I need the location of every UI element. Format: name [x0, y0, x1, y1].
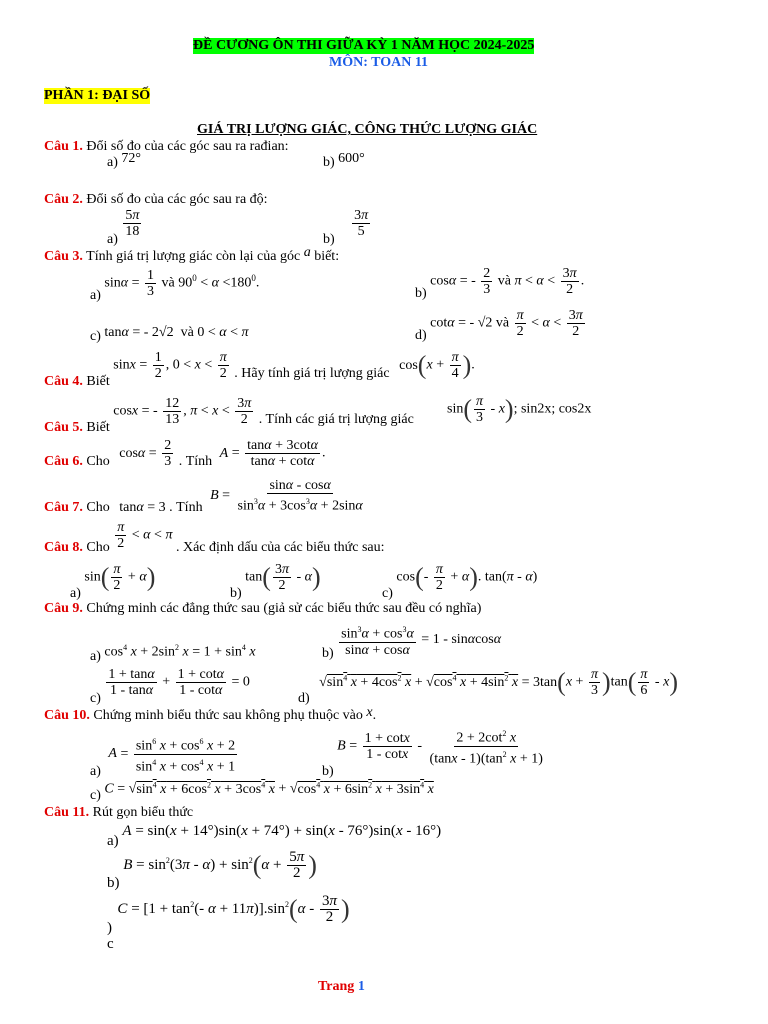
q8-option-a: a) sin( $\frac{\pi}{2}$ + α): [70, 562, 156, 601]
section-title: GIÁ TRỊ LƯỢNG GIÁC, CÔNG THỨC LƯỢNG GIÁC: [197, 122, 538, 137]
q10-option-a: a) A = $\frac{\sin^6 x + \cos^6 x + 2}{\sin^4 x + \cos^4 x + 1}$: [90, 734, 239, 774]
page-number: 1: [357, 979, 365, 994]
question-text: Tính giá trị lượng giác còn lại của góc: [86, 249, 301, 264]
q11-option-c: ) c $C = [1 + \tan^2(-$ $\alpha + 11\pi)].\sin^2(\alpha$ - $\frac{3\pi}{2}$ ): [107, 893, 350, 952]
option-label: b): [322, 764, 334, 780]
question-label: Câu 4.: [44, 373, 83, 389]
q5-targets: sin( $\frac{\pi}{3}$ - x); sin2x; cos2x: [447, 394, 592, 425]
fraction: $\frac{5\pi}{18}$: [125, 208, 140, 239]
question-text: . Hãy tính giá trị lượng giác: [234, 365, 390, 381]
question-label: Câu 7.: [44, 500, 83, 516]
q8-option-b: b) tan( $\frac{3\pi}{2}$ - α): [230, 562, 321, 601]
option-label: b): [323, 155, 335, 170]
q10-option-c: c) $C = √\sin^4$ $x + 6\cos^2$ $x + 3\cos^4$ $x + √\cos^4$ $x + 6\sin^2$ $x + 3\sin^4$ x: [90, 780, 434, 803]
and-word: và: [180, 325, 194, 340]
angle-value: 600°: [338, 151, 365, 166]
question-text: Biết: [86, 419, 110, 435]
option-label: ): [107, 920, 112, 936]
question-7: Câu 7. Cho tanα = 3 . Tính B = $\frac{\sin\alpha - \cos\alpha}{\sin^3\alpha + 3\cos^3\alpha + 2\sin\alpha}$: [44, 478, 363, 516]
option-label: b): [415, 285, 427, 301]
option-label: a): [90, 764, 101, 780]
question-text: biết:: [314, 249, 340, 264]
option-label: a): [107, 833, 119, 849]
question-text: Đổi số đo của các góc sau ra rađian:: [86, 139, 289, 154]
fraction: $\frac{3\pi}{5}$: [354, 208, 369, 239]
option-label: c): [90, 329, 101, 344]
question-text: Đổi số đo của các góc sau ra độ:: [86, 192, 268, 207]
question-label: Câu 11.: [44, 805, 90, 820]
question-text: . Tính: [178, 453, 213, 469]
option-label: d): [298, 690, 310, 706]
question-5: Câu 5. Biết cosx = - $\frac{12}{13}$ , π < x < $\frac{3\pi}{2}$ . Tính các giá trị lượng giác: [44, 396, 414, 435]
question-label: Câu 8.: [44, 539, 83, 555]
q3-option-b: b) cosα = - $\frac{2}{3}$ và π < α < $\frac{3\pi}{2}$ .: [415, 266, 585, 301]
question-text: Cho: [86, 500, 110, 516]
option-label: a): [107, 231, 118, 247]
option-label: a): [107, 155, 118, 170]
option-label: c: [107, 936, 114, 952]
page-footer: [318, 979, 365, 995]
question-label: Câu 6.: [44, 453, 83, 469]
q9-option-d: d) $√\sin^4$ $x + 4\cos^2$ $x + √\cos^4$ $x + 4\sin^2$ x = 3tan(x + $\frac{\pi}{3}$ )tan( $\frac{\pi}{6}$ - x): [298, 667, 678, 706]
question-label: Câu 10.: [44, 708, 90, 723]
question-1: [44, 139, 289, 155]
angle-value: 72°: [121, 151, 141, 166]
question-text: . Tính các giá trị lượng giác: [258, 411, 414, 427]
question-label: Câu 3.: [44, 249, 83, 264]
document-title: ĐỀ CƯƠNG ÔN THI GIỮA KỲ 1 NĂM HỌC 2024-2025: [193, 38, 535, 53]
q2-option-a: [107, 208, 143, 247]
question-9: [44, 601, 481, 617]
option-label: d): [415, 327, 427, 343]
question-text: ; sin2x; cos2x: [513, 401, 592, 417]
question-label: Câu 5.: [44, 419, 83, 435]
option-label: c): [90, 787, 101, 803]
and-word: và: [495, 315, 510, 331]
q1-option-b: [323, 151, 365, 171]
question-10: Câu 10. Chứng minh biểu thức sau không phụ thuộc vào x.: [44, 705, 377, 723]
and-word: và: [161, 275, 175, 291]
option-label: c): [382, 585, 393, 601]
option-label: b): [322, 646, 334, 662]
variable-x: x: [366, 705, 373, 720]
question-text: Chứng minh biểu thức sau không phụ thuộc vào: [93, 708, 363, 723]
question-text: . Tính: [169, 500, 203, 516]
q3-option-c: c) tanα = - 2√2 và 0 < α < π: [90, 325, 249, 344]
q9-option-a: a) $\cos^4 x + 2\sin^2$ $x = 1 + \sin^4 x$: [90, 643, 256, 664]
question-label: Câu 2.: [44, 192, 83, 207]
q9-option-b: b) $\frac{\sin^3\alpha + \cos^3\alpha}{\sin\alpha + \cos\alpha}$ = 1 - sinαcosα: [322, 622, 501, 658]
question-text: Rút gọn biểu thức: [92, 805, 194, 820]
and-word: và: [497, 273, 511, 289]
question-3: [44, 245, 340, 265]
q11-option-a: a) A = sin(x + 14°)sin(x + 74°) + sin(x - 76°)sin(x - 16°): [107, 823, 442, 849]
question-text: Chứng minh các đẳng thức sau (giả sử các biểu thức sau đều có nghĩa): [86, 601, 482, 616]
question-label: Câu 1.: [44, 139, 83, 154]
q8-option-c: c) cos(- $\frac{\pi}{2}$ + α). tan(π - α): [382, 562, 538, 601]
question-text: Cho: [86, 453, 110, 469]
option-label: c): [90, 690, 101, 706]
question-4: Câu 4. Biết sinx = $\frac{1}{2}$ , 0 < x < $\frac{\pi}{2}$ . Hãy tính giá trị lượng giác cos(x + $\frac{\pi}{4}$ ).: [44, 350, 475, 389]
q10-option-b: b) B = $\frac{1 + \cot x}{1 - \cot x}$ - $\frac{2 + 2\cot^2 x}{(\tan x - 1)(\tan^2 x + 1)}$: [322, 726, 547, 766]
question-11: [44, 805, 193, 821]
subject-line: MÔN: TOAN 11: [329, 55, 429, 70]
q9-option-c: c) $\frac{1 + \tan\alpha}{1 - \tan\alpha}$ + $\frac{1 + \cot\alpha}{1 - \cot\alpha}$ = 0: [90, 667, 250, 706]
page-label: Trang: [318, 979, 355, 994]
question-text: . Xác định dấu của các biểu thức sau:: [175, 539, 385, 555]
part-heading: PHẦN 1: ĐẠI SỐ: [44, 88, 151, 103]
option-label: b): [323, 231, 335, 247]
alpha-symbol: a: [303, 245, 311, 260]
question-6: Câu 6. Cho cosα = $\frac{2}{3}$ . Tính A = $\frac{\tan\alpha + 3\cot\alpha}{\tan\alpha + \cot\alpha}$ .: [44, 438, 326, 469]
question-text: Biết: [86, 373, 110, 389]
q11-option-b: b) $B = \sin^2(3\pi - \alpha) + \sin^2(\alpha$ + $\frac{5\pi}{2}$ ): [107, 849, 317, 891]
option-label: a): [70, 585, 81, 601]
question-label: Câu 9.: [44, 601, 83, 616]
q2-option-b: [323, 208, 372, 247]
option-label: b): [107, 874, 120, 891]
option-label: a): [90, 287, 101, 303]
q3-option-a: a) sinα = $\frac{1}{3}$ và $90^0 < \alpha <180^0$.: [90, 268, 260, 303]
option-label: b): [230, 585, 242, 601]
q3-option-d: d) cotα = - √2 và $\frac{\pi}{2}$ < α < $\frac{3\pi}{2}$: [415, 308, 583, 343]
option-label: a): [90, 648, 101, 664]
question-text: Cho: [86, 539, 110, 555]
question-2: [44, 192, 268, 208]
q1-option-a: [107, 151, 141, 171]
question-8: Câu 8. Cho $\frac{\pi}{2}$ < α < π . Xác định dấu của các biểu thức sau:: [44, 520, 385, 555]
